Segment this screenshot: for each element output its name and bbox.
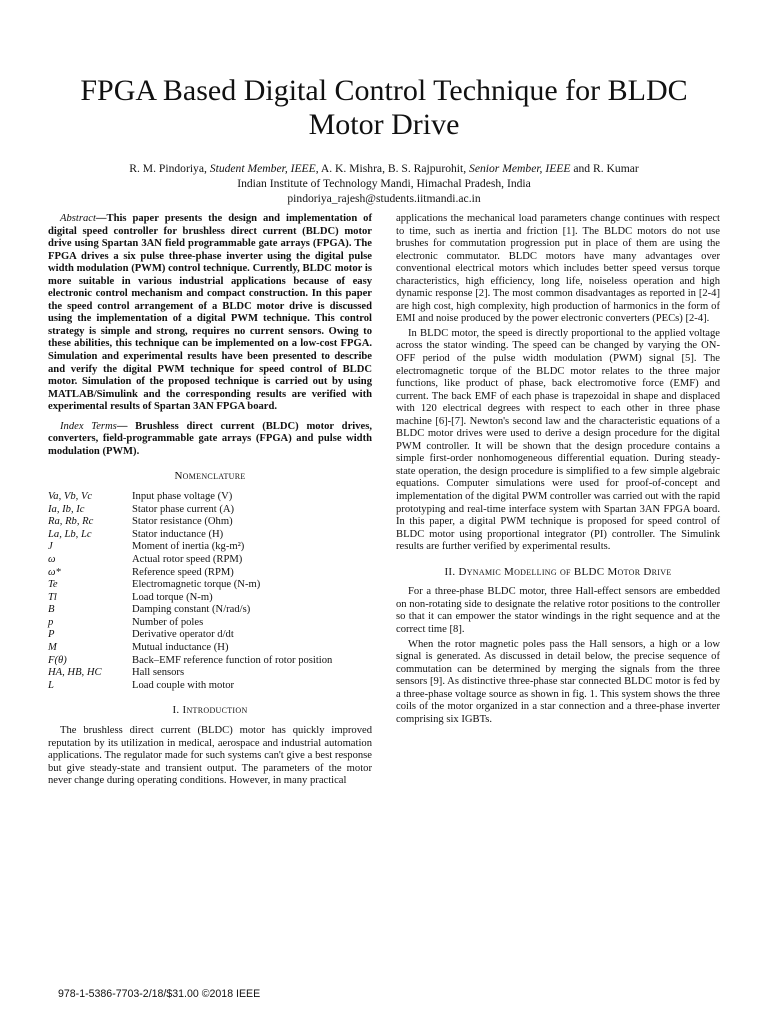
nomenclature-symbol: B [48, 604, 55, 616]
abstract: Abstract—This paper presents the design and implementation of digital speed controller for brushless direct current (BLDC) motor drive using Spartan 3AN field programmable gate arrays (FPGA). The FPGA drives a six pulse three-phase inverter using the digital pulse width modulation (PWM) control technique. Currently, BLDC motor is more suitable in various industrial applications because of easy electronic control mechanism and compact construction. In this paper the speed control arrangement of a BLDC motor drive is discussed using the implementation of a digital PWM technique. This control strategy is simple and strong, requires no current sensors. Owing to these abilities, this technique can be implemented on a low-cost FPGA. Simulation and experimental results have been presented to describe and verify the digital PWM technique for speed control of BLDC motor. Simulation of the proposed technique is carried out by using MATLAB/Simulink and the corresponding results are verified with experimental results of Spartan 3AN FPGA board. [48, 213, 372, 413]
nomenclature-symbol: Tl [48, 591, 57, 603]
paper-title: FPGA Based Digital Control Technique for BLDC Motor Drive [80, 74, 688, 141]
author-line: R. M. Pindoriya, Student Member, IEEE, A. K. Mishra, B. S. Rajpurohit, Senior Member, IEEE and R. Kumar [129, 162, 639, 175]
nomenclature-definition: Input phase voltage (V) [132, 490, 233, 502]
nomenclature-symbol: L [48, 679, 54, 691]
nomenclature-definition: Moment of inertia (kg-m²) [132, 541, 245, 553]
author-email: pindoriya_rajesh@students.iitmandi.ac.in [287, 192, 481, 205]
nomenclature-symbol: F(θ) [48, 654, 67, 666]
nomenclature-row [48, 516, 372, 529]
nomenclature-row [48, 680, 372, 693]
nomenclature-heading: Nomenclature [174, 470, 246, 483]
intro-paragraph-1-continued: applications the mechanical load parameters change continues with respect to time, such as inertia and friction [1]. The BLDC motors do not use brushes for commutation progression put in place of them are using the electronic commutator. BLDC motors have many advantages over conventional electrical motors which includes better speed versus torque characteristics, high efficiency, long life, noiseless operation and high dynamic response [2]. The most common disadvantages as reported in [2-4] are high cost, high complexity, high production of harmonics in the form of EMI and noise produced by the power electronic converters (PECs) [2-4]. [396, 213, 720, 325]
nomenclature-row [48, 554, 372, 567]
nomenclature-symbol: Va, Vb, Vc [48, 490, 93, 502]
author-block [40, 161, 728, 206]
nomenclature-symbol: M [48, 642, 57, 654]
nomenclature-row [48, 567, 372, 580]
nomenclature-row [48, 655, 372, 668]
index-terms: Index Terms— Brushless direct current (BLDC) motor drives, converters, field-programmable gate arrays (FPGA) and pulse width modulation (PWM). [48, 420, 372, 457]
nomenclature-symbol: Ra, Rb, Rc [48, 516, 94, 528]
nomenclature-symbol: La, Lb, Lc [48, 528, 92, 540]
nomenclature-definition: Load couple with motor [132, 679, 235, 691]
modelling-paragraph-2: When the rotor magnetic poles pass the Hall sensors, a high or a low signal is generated. As discussed in detail below, the precise sequence of commutation can be determined by merging the signals from the three sensors [9]. As distinctive three-phase star connected BLDC motor is fed by a three-phase voltage source as shown in fig. 1. This system shows the three coils of the motor organized in a star connection and a three-phase inverter comprising six IGBTs. [396, 638, 720, 725]
nomenclature-definition: Hall sensors [132, 667, 185, 679]
nomenclature-definition: Back–EMF reference function of rotor position [132, 654, 333, 666]
nomenclature-table [48, 491, 372, 693]
section-heading-introduction: I. Introduction [172, 704, 248, 717]
nomenclature-definition: Mutual inductance (H) [132, 642, 229, 654]
intro-paragraph-2: In BLDC motor, the speed is directly proportional to the applied voltage across the stator winding. The speed can be changed by varying the ON-OFF period of the pulse width modulation (PWM) signal [5]. The electromagnetic torque of the BLDC motor relates to the three major functions, like product of phase, back electromotive force (EMF) and current. The back EMF of each phase is trapezoidal in shape and displaced with 120 electrical degrees with respect to each other in three phase machine [6]-[7]. Newton's second law and the characteristic equations of a BLDC motor drives were used to derive a design procedure for the digital PWM controller. It will be shown that the design procedure contains a simple first-order nonhomogeneous differential equation. During steady-state operation, the design procedure is simplified to a few simple algebraic equations. Computer simulations were used for proof-of-concept and implementation of the digital PWM controller was carried out with the rapid prototyping and real-time interface system with Spartan 3AN FPGA board. In this paper, a digital PWM technique is proposed for speed control of BLDC motor using proportional integrator (PI) controller. The Simulink results are further verified by experimental results. [396, 327, 720, 553]
modelling-paragraph-1: For a three-phase BLDC motor, three Hall-effect sensors are embedded on non-rotating side to designate the relative rotor positions to the controller so that it can empower the stator windings in the right sequence and at the correct time [8]. [396, 586, 720, 635]
nomenclature-row [48, 491, 372, 504]
nomenclature-definition: Reference speed (RPM) [132, 566, 234, 578]
intro-paragraph-1: The brushless direct current (BLDC) motor has quickly improved reputation by its utilization in medical, aerospace and industrial automation applications. The regulator made for such systems can't give a best response but give steady-state and transient output. The parameters of the motor never change during operating conditions. However, in many practical [48, 724, 372, 787]
nomenclature-row [48, 579, 372, 592]
nomenclature-definition: Derivative operator d/dt [132, 629, 234, 641]
nomenclature-row [48, 642, 372, 655]
left-column [48, 213, 372, 790]
nomenclature-definition: Damping constant (N/rad/s) [132, 604, 251, 616]
nomenclature-symbol: p [48, 616, 54, 628]
nomenclature-row [48, 592, 372, 605]
nomenclature-symbol: P [48, 629, 55, 641]
copyright-footer: 978-1-5386-7703-2/18/$31.00 ©2018 IEEE [58, 988, 261, 1000]
nomenclature-symbol: ω [48, 553, 56, 565]
nomenclature-definition: Stator inductance (H) [132, 528, 224, 540]
nomenclature-row [48, 629, 372, 642]
nomenclature-symbol: Ia, Ib, Ic [48, 503, 85, 515]
nomenclature-row [48, 541, 372, 554]
nomenclature-symbol: HA, HB, HC [48, 667, 102, 679]
nomenclature-row [48, 529, 372, 542]
right-column [396, 213, 720, 728]
nomenclature-symbol: Te [48, 579, 58, 591]
nomenclature-row [48, 504, 372, 517]
section-heading-dynamic-modelling: II. Dynamic Modelling of BLDC Motor Drive [444, 565, 672, 578]
nomenclature-definition: Load torque (N-m) [132, 591, 213, 603]
nomenclature-definition: Electromagnetic torque (N-m) [132, 579, 261, 591]
affiliation: Indian Institute of Technology Mandi, Himachal Pradesh, India [237, 177, 531, 190]
nomenclature-definition: Actual rotor speed (RPM) [132, 553, 243, 565]
nomenclature-row [48, 617, 372, 630]
nomenclature-definition: Stator phase current (A) [132, 503, 235, 515]
nomenclature-definition: Stator resistance (Ohm) [132, 516, 233, 528]
nomenclature-symbol: ω* [48, 566, 61, 578]
nomenclature-definition: Number of poles [132, 616, 204, 628]
nomenclature-symbol: J [48, 541, 53, 553]
nomenclature-row [48, 604, 372, 617]
nomenclature-row [48, 667, 372, 680]
